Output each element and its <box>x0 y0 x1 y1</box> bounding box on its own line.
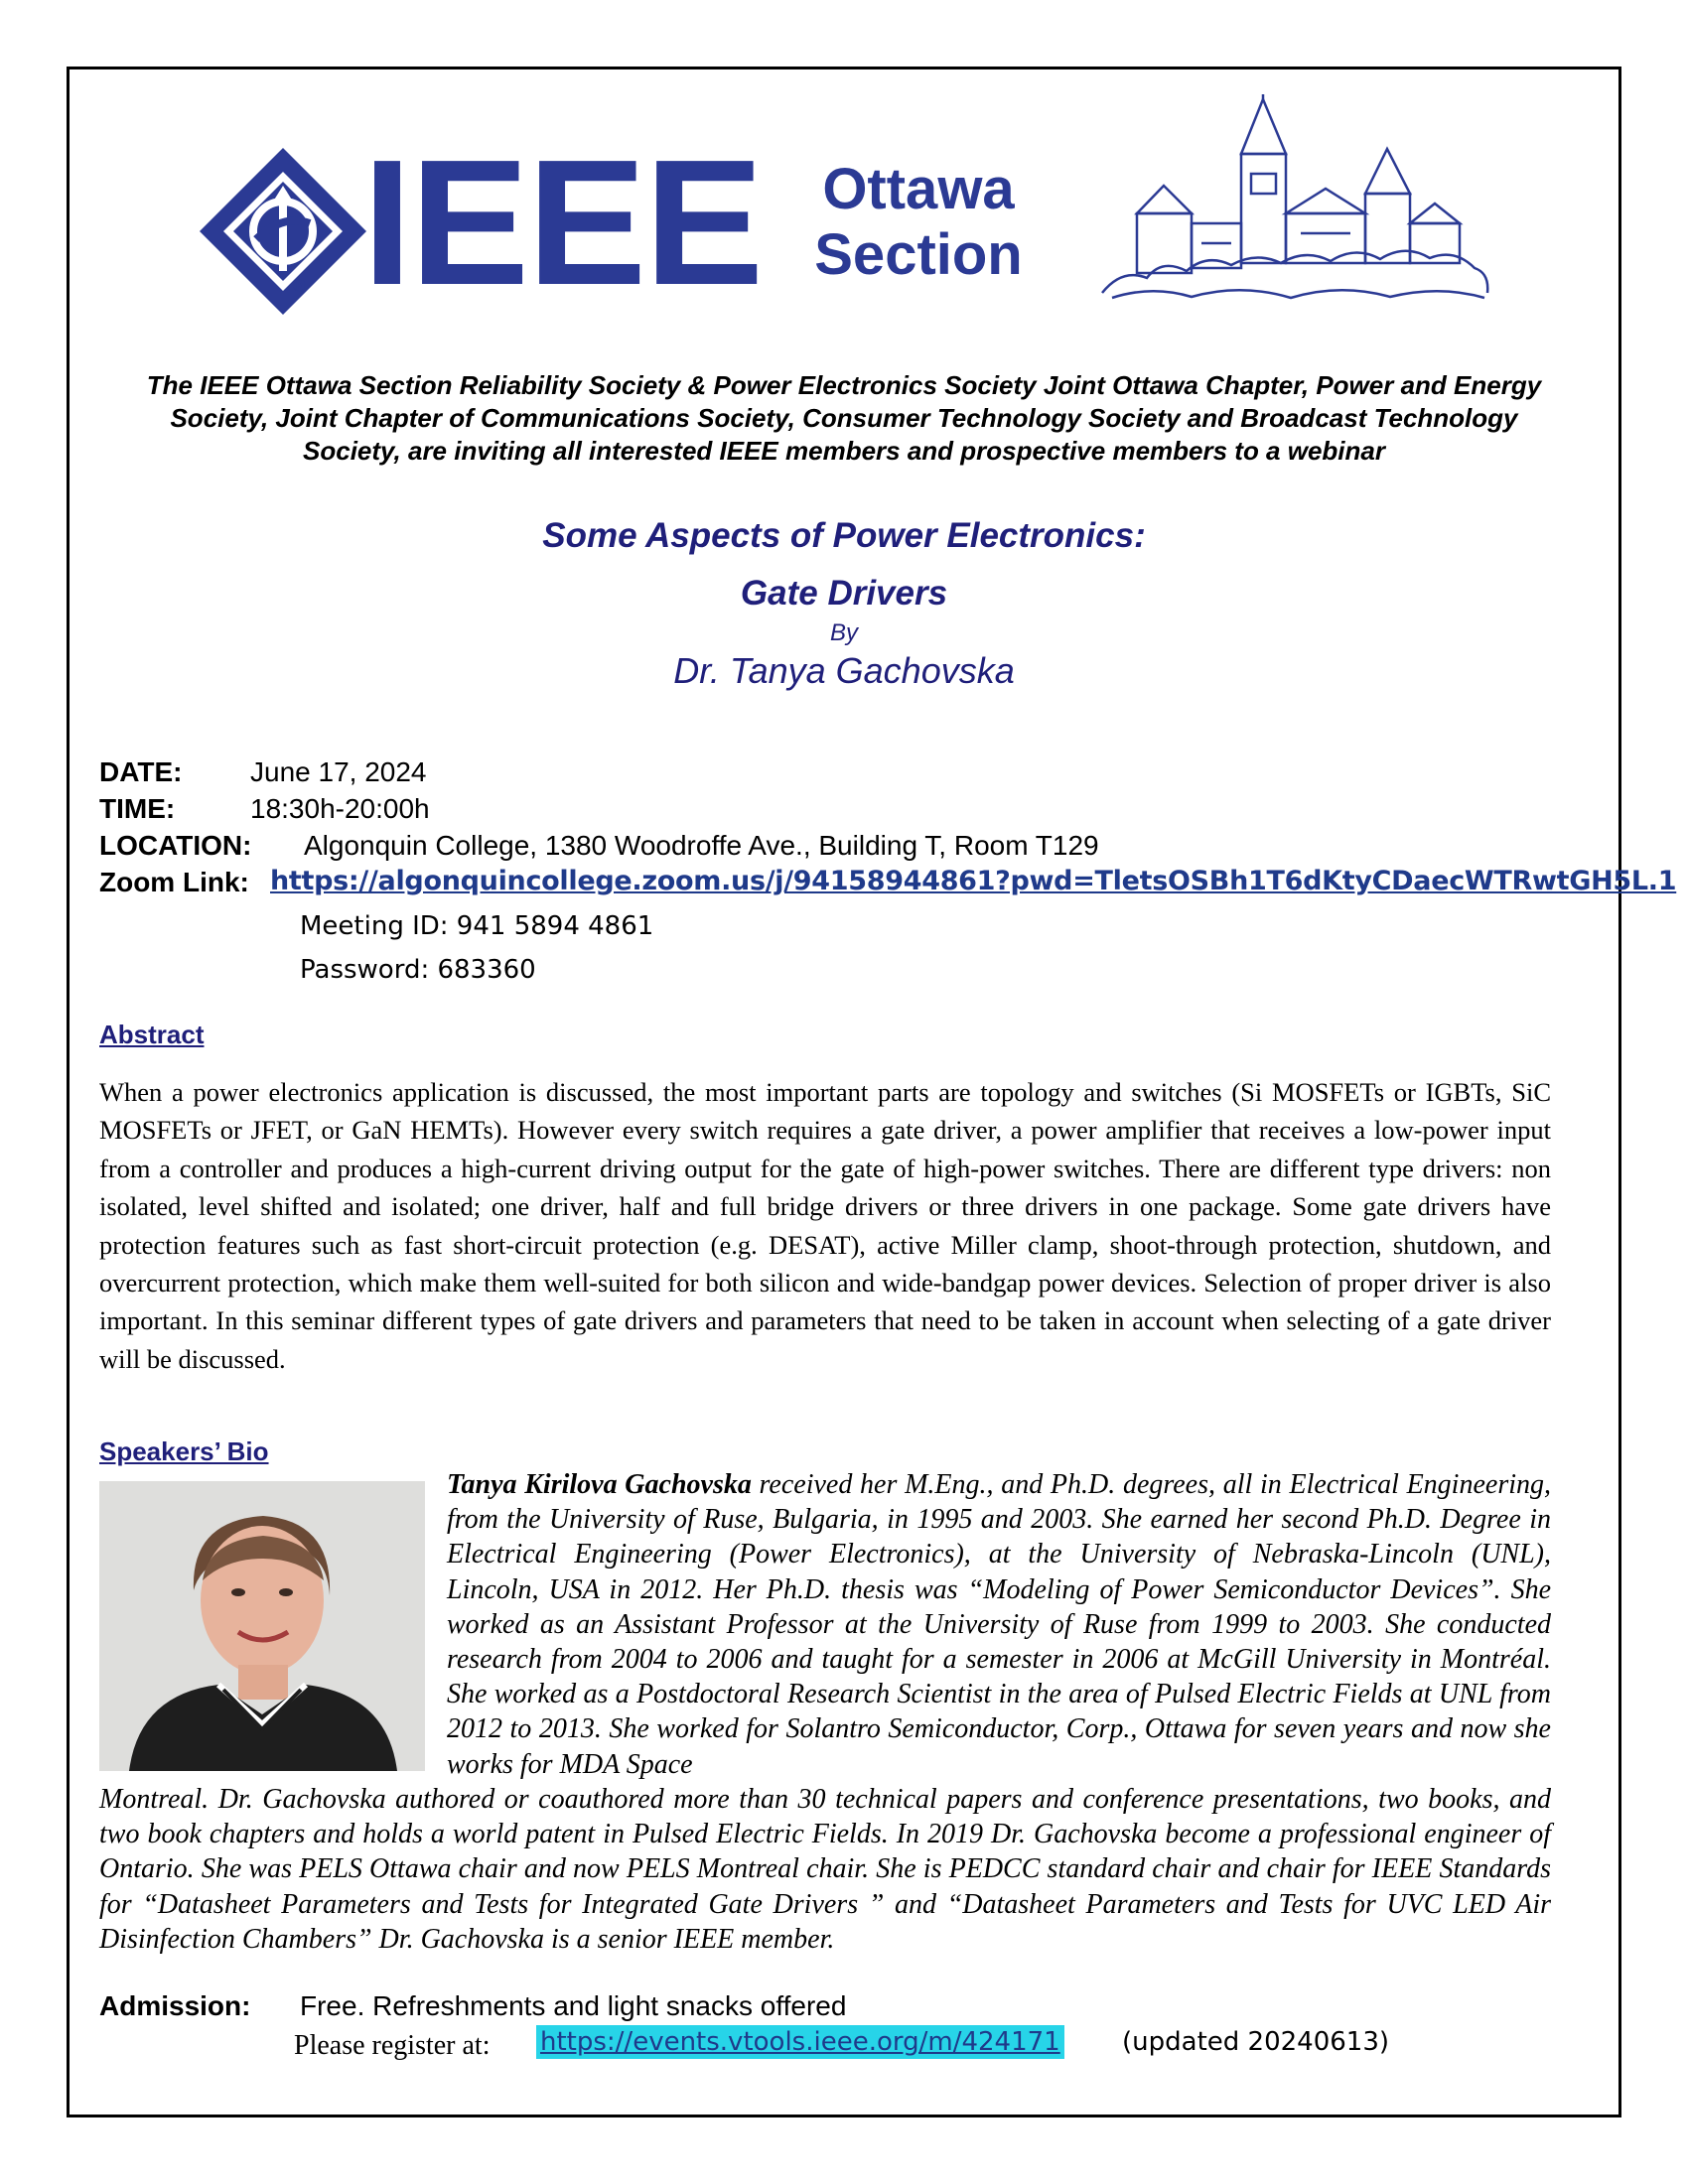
registered-mark: ® <box>293 276 307 296</box>
register-link[interactable]: https://events.vtools.ieee.org/m/424171 <box>536 2025 1064 2059</box>
location-label: LOCATION: <box>99 830 252 861</box>
meeting-password: Password: 683360 <box>300 955 536 985</box>
updated-note: (updated 20240613) <box>1122 2027 1390 2057</box>
speaker-name: Dr. Tanya Gachovska <box>673 650 1015 691</box>
bio-name: Tanya Kirilova Gachovska <box>447 1469 752 1500</box>
abstract-text: When a power electronics application is discussed, the most important parts are topology and switches (Si MOSFETs or IGBTs, SiC MOSFETs or JFET, or GaN HEMTs). However every switch requires a gate driver, a power amplifier that receives a low-power input from a controller and produces a high-current driving output for the gate of high-power switches. There are different type drivers: non isolated, level shifted and isolated; one driver, half and full bridge drivers or three drivers in one package. Some gate drivers have protection features such as fast short-circuit protection (e.g. DESAT), active Miller clamp, shoot-through protection, shutdown, and overcurrent protection, which make them well-suited for both silicon and wide-bandgap power devices. Selection of proper driver is also important. In this seminar different types of gate drivers and parameters that need to be taken in account when selecting of a gate driver will be discussed. <box>99 1077 1551 1374</box>
talk-title-line-2: Gate Drivers <box>740 574 948 613</box>
section-line-2: Section <box>814 222 1023 287</box>
register-label: Please register at: <box>294 2030 491 2061</box>
parliament-illustration <box>1092 94 1494 303</box>
by-label: By <box>829 619 858 646</box>
section-name <box>804 157 1033 288</box>
zoom-link[interactable]: https://algonquincollege.zoom.us/j/94158944861?pwd=TletsOSBh1T6dKtyCDaecWTRwtGH5L.1 <box>270 866 1677 896</box>
time-value: 18:30h-20:00h <box>250 793 430 824</box>
bio-text-bottom: Montreal. Dr. Gachovska authored or coauthored more than 30 technical papers and conference presentations, two books, and two book chapters and holds a world patent in Pulsed Electric Fields. In 2019 Dr. Gachovska become a professional engineer of Ontario. She was PELS Ottawa chair and now PELS Montreal chair. She is PEDCC standard chair and chair for IEEE Standards for “Datasheet Parameters and Tests for Integrated Gate Drivers ” and “Datasheet Parameters and Tests for UVC LED Air Disinfection Chambers” Dr. Gachovska is a senior IEEE member. <box>99 1784 1551 1955</box>
bio-heading: Speakers’ Bio <box>99 1436 269 1466</box>
meeting-id: Meeting ID: 941 5894 4861 <box>300 911 654 941</box>
speaker-photo <box>99 1481 425 1771</box>
admission-label: Admission: <box>99 1990 251 2021</box>
talk-title-line-1: Some Aspects of Power Electronics: <box>542 516 1146 555</box>
section-line-1: Ottawa <box>822 157 1015 221</box>
time-label: TIME: <box>99 793 176 824</box>
date-value: June 17, 2024 <box>250 756 427 787</box>
ieee-logo-diamond-icon <box>197 144 370 318</box>
ieee-logo-text: IEEE <box>362 123 763 323</box>
date-label: DATE: <box>99 756 183 787</box>
zoom-label: Zoom Link: <box>99 867 249 897</box>
intro-paragraph: The IEEE Ottawa Section Reliability Society & Power Electronics Society Joint Ottawa Chapter, Power and Energy Society, Joint Chapter of Communications Society, Consumer Technology Society and Broadcast Technology Society, are inviting all interested IEEE members and prospective members to a webinar <box>146 370 1542 466</box>
bio-text-top-body: received her M.Eng., and Ph.D. degrees, all in Electrical Engineering, from the University of Ruse, Bulgaria, in 1995 and 2003. She earned her second Ph.D. Degree in Electrical Engineering (Power Electronics), at the University of Nebraska-Lincoln (UNL), Lincoln, USA in 2012. Her Ph.D. thesis was “Modeling of Power Semiconductor Devices”. She worked as an Assistant Professor at the University of Ruse from 1999 to 2003. She conducted research from 2004 to 2006 and taught for a semester in 2006 at McGill University in Montréal. She worked as a Postdoctoral Research Scientist in the area of Pulsed Electric Fields at UNL from 2012 to 2013. She worked for Solantro Semiconductor, Corp., Ottawa for seven years and now she works for MDA Space <box>447 1469 1551 1780</box>
location-value: Algonquin College, 1380 Woodroffe Ave., Building T, Room T129 <box>304 830 1099 861</box>
admission-value: Free. Refreshments and light snacks offered <box>300 1990 847 2021</box>
bio-text-top <box>447 1467 1551 1782</box>
abstract-heading: Abstract <box>99 1020 205 1049</box>
